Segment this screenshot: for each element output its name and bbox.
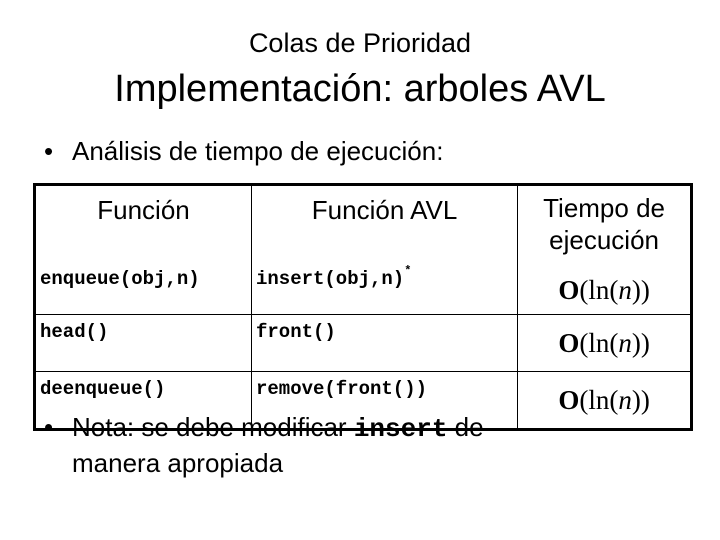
- bullet-marker: •: [44, 412, 54, 442]
- cell-complexity: [518, 315, 692, 372]
- cell-avl-function: [251, 266, 517, 315]
- cell-function: deenqueue(): [35, 372, 252, 430]
- big-o: O: [558, 384, 580, 415]
- cell-function: head(): [35, 315, 252, 372]
- complexity-close: )): [631, 327, 650, 358]
- slide-subtitle: Colas de Prioridad: [248, 28, 472, 58]
- cell-avl-function: remove(front()): [251, 372, 517, 430]
- complexity-table: [33, 183, 693, 431]
- note-text: Nota: se debe modificar: [72, 412, 354, 442]
- note-text-after: de: [447, 412, 484, 442]
- table-row: [35, 315, 692, 372]
- cell-complexity: [518, 266, 692, 315]
- complexity-var: n: [618, 327, 632, 358]
- complexity-var: n: [618, 384, 632, 415]
- header-funcion-avl: Función AVL: [251, 185, 517, 267]
- avl-function-text: insert(obj,n): [255, 268, 405, 290]
- header-funcion: Función: [35, 185, 252, 267]
- note-line2: manera apropiada: [72, 448, 284, 478]
- complexity-var: n: [618, 274, 632, 305]
- big-o: O: [558, 327, 580, 358]
- complexity-open: (ln(: [579, 384, 619, 415]
- note-code: insert: [353, 414, 448, 444]
- bullet-note: [44, 410, 684, 480]
- header-tiempo-line2: ejecución: [549, 225, 659, 255]
- header-tiempo: [518, 185, 692, 267]
- cell-avl-function: front(): [251, 315, 517, 372]
- table-row: [35, 266, 692, 315]
- header-tiempo-line1: Tiempo de: [543, 193, 665, 223]
- cell-function: enqueue(obj,n): [35, 266, 252, 315]
- complexity-open: (ln(: [579, 327, 619, 358]
- bullet-analysis: [44, 134, 443, 168]
- slide-title: Implementación: arboles AVL: [114, 68, 606, 110]
- bullet-marker: •: [44, 136, 54, 166]
- big-o: O: [558, 274, 580, 305]
- complexity-close: )): [631, 274, 650, 305]
- bullet-text: Análisis de tiempo de ejecución:: [72, 136, 444, 166]
- complexity-open: (ln(: [579, 274, 619, 305]
- table-header-row: [35, 185, 692, 267]
- footnote-marker: *: [404, 264, 412, 278]
- complexity-close: )): [631, 384, 650, 415]
